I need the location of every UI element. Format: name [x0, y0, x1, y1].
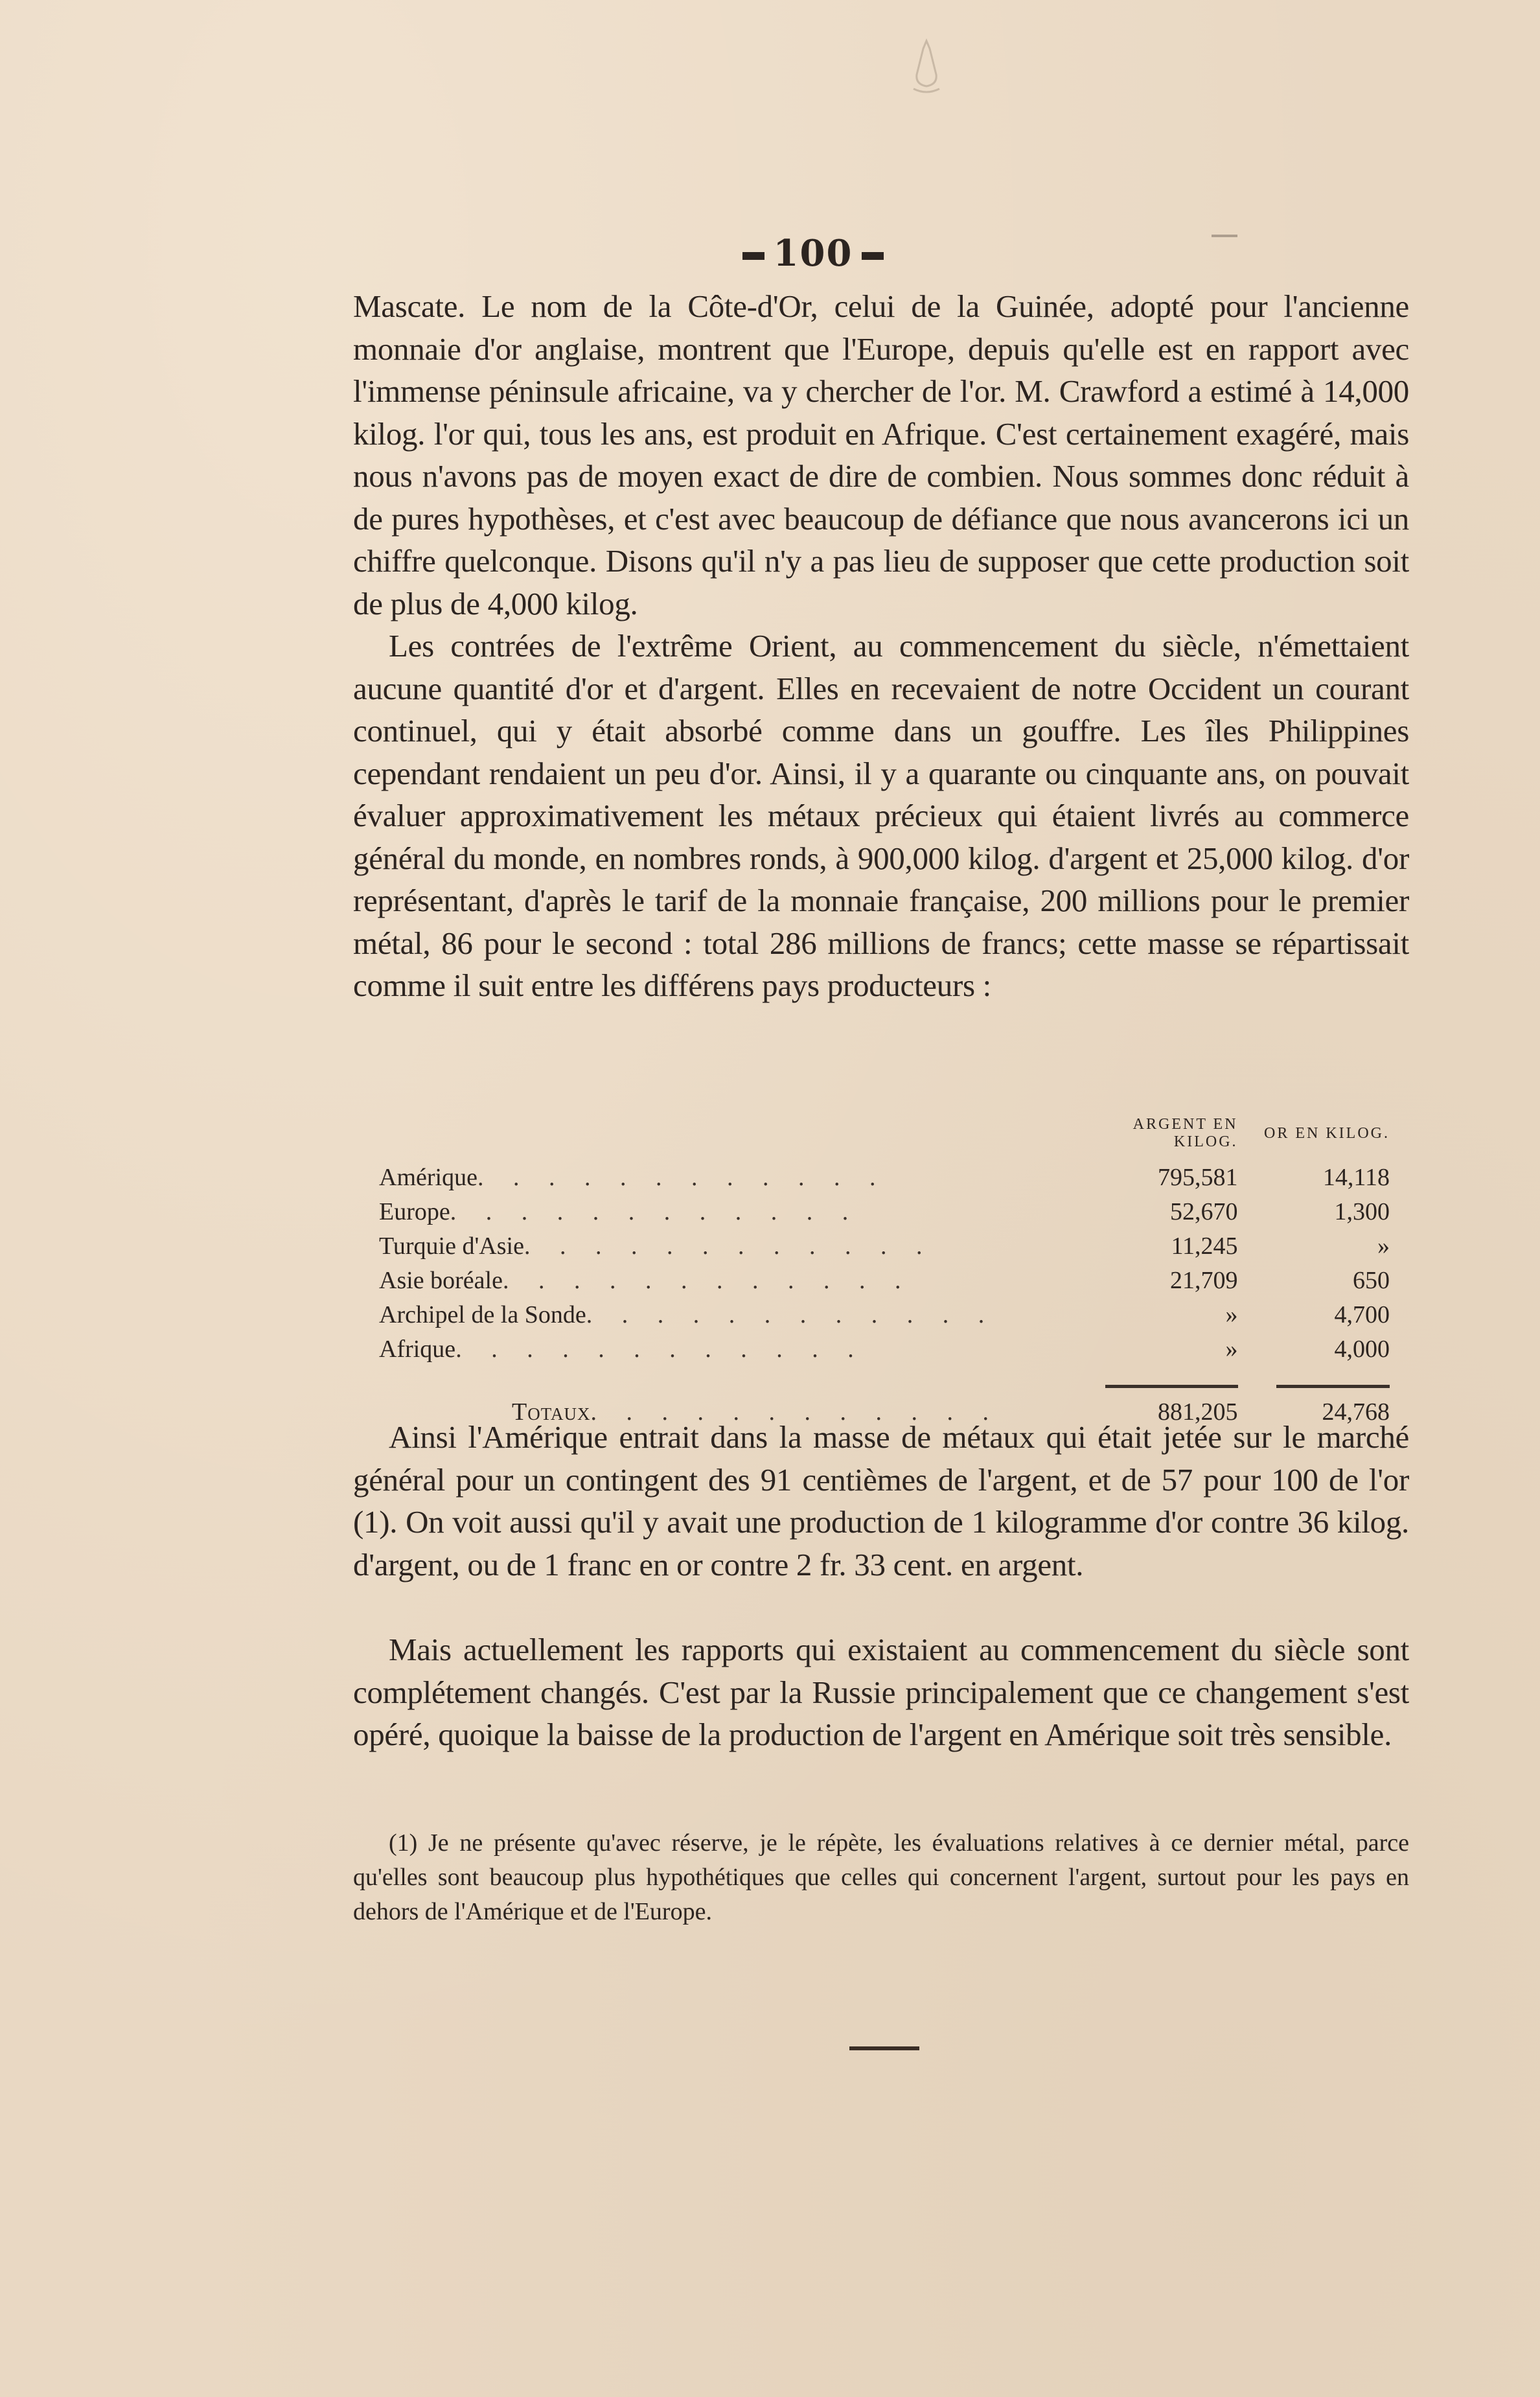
table-row	[379, 1229, 1390, 1263]
dot-leader: . . . . . . . . . . . .	[590, 1398, 1001, 1426]
dot-leader: . . . . . . . . . . . .	[502, 1266, 913, 1294]
gold-value: 4,000	[1334, 1335, 1390, 1363]
text-block-russie	[353, 1628, 1409, 1756]
page-number: 100	[773, 232, 853, 275]
dot-leader: . . . . . . . . . . . .	[523, 1232, 934, 1260]
footnote-text: (1) Je ne présente qu'avec réserve, je le répète, les évaluations relatives à ce dernier métal, parce qu'elles sont beaucoup plus hypothétiques que celles qui concernent l'argent, surtout pour les pays en dehors de l'Amérique et de l'Europe.	[353, 1829, 1409, 1925]
text-block-after-table	[353, 1416, 1409, 1586]
paragraph-amerique: Ainsi l'Amérique entrait dans la masse de métaux qui était jetée sur le marché général pour un contingent des 91 centièmes de l'argent, et de 57 pour 100 de l'or (1). On voit aussi qu'il y avait une production de 1 kilogramme d'or contre 36 kilog. d'argent, ou de 1 franc en or contre 2 fr. 33 cent. en argent.	[353, 1419, 1409, 1582]
region-name: Amérique	[379, 1163, 477, 1191]
page-header	[353, 232, 1273, 275]
main-text-block	[353, 285, 1409, 1007]
gold-value: 650	[1353, 1266, 1390, 1294]
totals-label: Totaux	[512, 1398, 591, 1426]
footnote	[353, 1826, 1409, 1929]
header-dash-right	[862, 252, 884, 260]
silver-value: »	[1225, 1301, 1238, 1328]
silver-value: 21,709	[1170, 1266, 1238, 1294]
sum-rule-row	[379, 1366, 1390, 1395]
table-row	[379, 1194, 1390, 1229]
silver-value: »	[1225, 1335, 1238, 1363]
paragraph-mascate: Mascate. Le nom de la Côte-d'Or, celui de la Guinée, adopté pour l'ancienne monnaie d'or anglaise, montrent que l'Europe, depuis qu'elle est en rapport avec l'immense péninsule africaine, va y chercher de l'or. M. Crawford a estimé à 14,000 kilog. l'or qui, tous les ans, est produit en Afrique. C'est certainement exagéré, mais nous n'avons pas de moyen exact de dire de combien. Nous sommes donc réduit à de pures hypothèses, et c'est avec beaucoup de défiance que nous avancerons ici un chiffre quelconque. Disons qu'il n'y a pas lieu de supposer que cette production soit de plus de 4,000 kilog.	[353, 288, 1409, 621]
header-silver: ARGENT EN KILOG.	[1132, 1116, 1238, 1150]
header-region	[379, 1116, 1075, 1160]
gold-value: 14,118	[1322, 1163, 1390, 1191]
silver-total: 881,205	[1158, 1398, 1238, 1426]
end-of-text-rule	[849, 2046, 919, 2050]
region-name: Turquie d'Asie	[379, 1232, 524, 1260]
gold-value: 4,700	[1334, 1301, 1390, 1328]
gold-value: 1,300	[1334, 1198, 1390, 1225]
gold-value: »	[1377, 1232, 1390, 1260]
silver-value: 795,581	[1158, 1163, 1238, 1191]
header-dash-left	[742, 252, 764, 260]
header-gold: OR EN KILOG.	[1264, 1124, 1390, 1142]
table-row	[379, 1263, 1390, 1297]
library-stamp-icon	[904, 36, 949, 100]
sum-rule	[1105, 1385, 1238, 1388]
paragraph-russie: Mais actuellement les rapports qui existaient au commencement du siècle sont complétement changés. C'est par la Russie principalement que ce changement s'est opéré, quoique la baisse de la production de l'argent en Amérique soit très sensible.	[353, 1632, 1409, 1752]
sum-rule	[1276, 1385, 1390, 1388]
gold-total: 24,768	[1322, 1398, 1390, 1426]
table-header-row	[379, 1116, 1390, 1160]
silver-value: 11,245	[1171, 1232, 1238, 1260]
dot-leader: . . . . . . . . . . . .	[586, 1301, 996, 1328]
production-table	[379, 1116, 1390, 1429]
dot-leader: . . . . . . . . . . . .	[450, 1198, 860, 1225]
region-name: Asie boréale	[379, 1266, 503, 1294]
dot-leader: . . . . . . . . . . . .	[477, 1163, 888, 1191]
table-row	[379, 1332, 1390, 1366]
region-name: Afrique	[379, 1335, 456, 1363]
silver-value: 52,670	[1170, 1198, 1238, 1225]
table-row	[379, 1297, 1390, 1332]
paragraph-extreme-orient: Les contrées de l'extrême Orient, au commencement du siècle, n'émettaient aucune quantité d'or et d'argent. Elles en recevaient de notre Occident un courant continuel, qui y était absorbé comme dans un gouffre. Les îles Philippines cependant rendaient un peu d'or. Ainsi, il y a quarante ou cinquante ans, on pouvait évaluer approximativement les métaux précieux qui étaient livrés au commerce général du monde, en nombres ronds, à 900,000 kilog. d'argent et 25,000 kilog. d'or représentant, d'après le tarif de la monnaie française, 200 millions pour le premier métal, 86 pour le second : total 286 millions de francs; cette masse se répartissait comme il suit entre les différens pays producteurs :	[353, 628, 1409, 1003]
region-name: Archipel de la Sonde	[379, 1301, 586, 1328]
region-name: Europe	[379, 1198, 450, 1225]
table-row	[379, 1160, 1390, 1194]
dot-leader: . . . . . . . . . . . .	[455, 1335, 866, 1363]
